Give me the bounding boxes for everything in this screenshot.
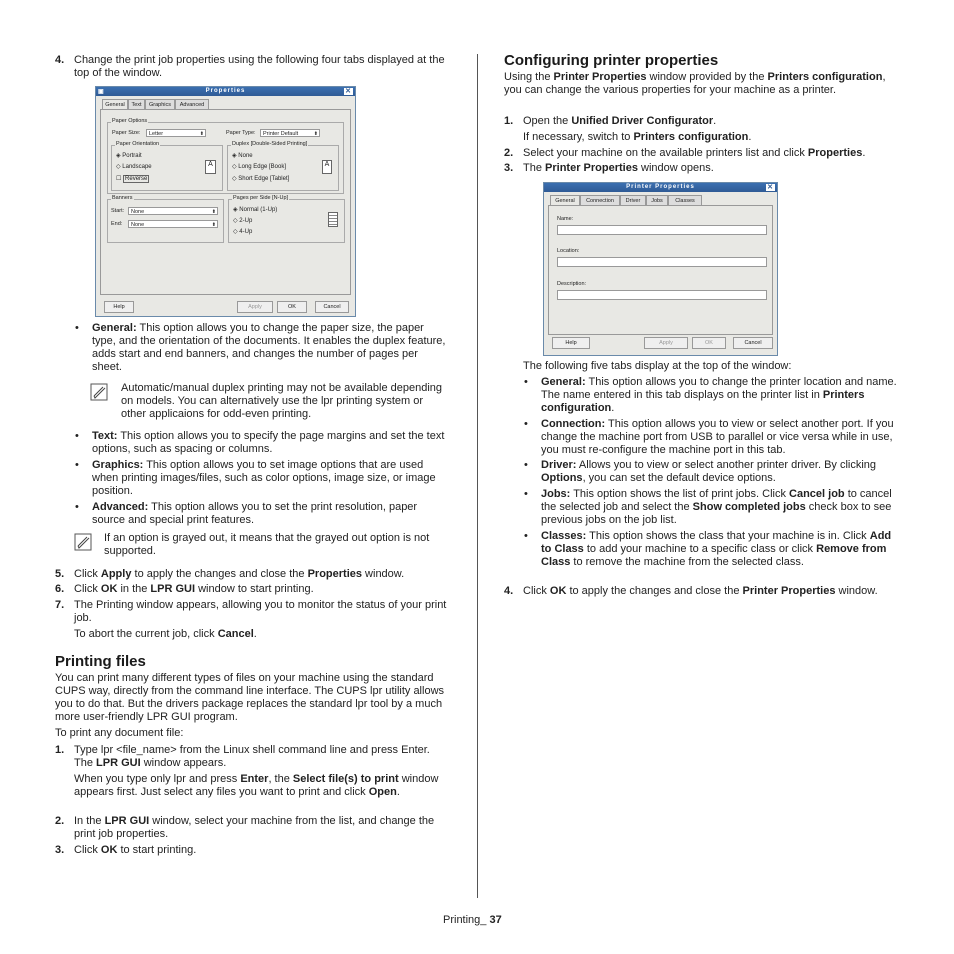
note-icon xyxy=(90,383,108,401)
bullet-general-right: • General: This option allows you to change the printer location and name. The name entered in this tab displays on the printer list in Printers configuration. xyxy=(524,376,897,414)
right-step-3: 3. The Printer Properties window opens. xyxy=(504,162,714,174)
bullet-advanced: • Advanced: This option allows you to set the print resolution, paper source and special print features. xyxy=(75,501,418,526)
pf-step-1-detail: When you type only lpr and press Enter, the Select file(s) to print window appears first. Just select any files you want to print and click Open. xyxy=(74,773,439,798)
right-step-2: 2. Select your machine on the available printers list and click Properties. xyxy=(504,147,866,159)
cancel-button[interactable]: Cancel xyxy=(733,337,773,349)
configuring-printer-heading: Configuring printer properties xyxy=(504,52,719,69)
bullet-general: • General: This option allows you to change the paper size, the paper type, and the orientation of the documents. It enables the duplex feature, adds start and end banners, and changes the number of pages per sheet. xyxy=(75,322,446,373)
combo-arrow-icon: ⬍ xyxy=(211,209,216,215)
right-step-1: 1. Open the Unified Driver Configurator. xyxy=(504,115,717,127)
ok-button[interactable]: OK xyxy=(692,337,726,349)
short-edge-radio[interactable]: ◇ Short Edge [Tablet] xyxy=(232,176,290,182)
tab-jobs[interactable]: Jobs xyxy=(646,195,668,206)
combo-arrow-icon: ⬍ xyxy=(313,131,318,137)
column-divider xyxy=(477,54,478,898)
printing-files-heading: Printing files xyxy=(55,653,146,670)
five-tabs-text: The following five tabs display at the top of the window: xyxy=(523,360,792,372)
tab-driver[interactable]: Driver xyxy=(620,195,646,206)
abort-instruction: To abort the current job, click Cancel. xyxy=(74,628,257,640)
note-grayed: If an option is grayed out, it means that the grayed out option is not supported. xyxy=(104,532,430,557)
tab-panel xyxy=(100,109,351,295)
apply-button[interactable]: Apply xyxy=(237,301,273,313)
tab-graphics[interactable]: Graphics xyxy=(145,99,175,110)
close-icon[interactable]: ✕ xyxy=(345,88,352,95)
cancel-button[interactable]: Cancel xyxy=(315,301,349,313)
reverse-checkbox[interactable]: ☐ Reverse xyxy=(116,176,148,182)
paper-orientation-group: Paper Orientation ◈ Portrait ◇ Landscape ☐ Reverse A xyxy=(111,145,223,191)
banner-start-select[interactable]: None ⬍ xyxy=(128,207,218,215)
right-step-4: 4. Click OK to apply the changes and close the Printer Properties window. xyxy=(504,585,878,597)
help-button[interactable]: Help xyxy=(104,301,134,313)
step-4: 4. Change the print job properties using the following four tabs displayed at the top of the window. xyxy=(55,54,445,79)
dialog-title-bar: Printer Properties ✕ xyxy=(544,183,777,192)
page-footer: Printing_ 37 xyxy=(443,914,502,926)
banners-group: Banners Start: None ⬍ End: None ⬍ xyxy=(107,199,224,243)
tab-classes[interactable]: Classes xyxy=(668,195,702,206)
ok-button[interactable]: OK xyxy=(277,301,307,313)
printing-files-paragraph: You can print many different types of files on your machine using the standard CUPS way, directly from the command line interface. The CUPS lpr utility allows you to do that. But the drivers package replaces the standard lpr tool by a much more user-friendly LPR GUI program. xyxy=(55,672,445,723)
to-print-text: To print any document file: xyxy=(55,727,184,739)
long-edge-radio[interactable]: ◇ Long Edge [Book] xyxy=(232,164,286,170)
tab-general[interactable]: General xyxy=(102,99,128,111)
paper-type-select[interactable]: Printer Default ⬍ xyxy=(260,129,320,137)
paper-size-select[interactable]: Letter ⬍ xyxy=(146,129,206,137)
pages-per-side-group: Pages per Side [N-Up] ◈ Normal (1-Up) ◇ 2-Up ◇ 4-Up xyxy=(228,199,345,243)
duplex-preview-icon: A xyxy=(322,160,332,174)
configuring-intro: Using the Printer Properties window provided by the Printers configuration, you can change the various properties for your machine as a printer. xyxy=(504,71,886,96)
duplex-group: Duplex [Double-Sided Printing] ◈ None ◇ Long Edge [Book] ◇ Short Edge [Tablet] A xyxy=(227,145,339,191)
2up-radio[interactable]: ◇ 2-Up xyxy=(233,218,253,224)
printer-properties-dialog xyxy=(543,182,778,356)
tab-connection[interactable]: Connection xyxy=(580,195,620,206)
step-7: 7. The Printing window appears, allowing you to monitor the status of your print job. xyxy=(55,599,447,624)
properties-dialog xyxy=(95,86,356,317)
tab-text[interactable]: Text xyxy=(128,99,145,110)
close-icon[interactable]: ✕ xyxy=(767,184,774,191)
pf-step-3: 3. Click OK to start printing. xyxy=(55,844,197,856)
tab-advanced[interactable]: Advanced xyxy=(175,99,209,110)
bullet-text: • Text: This option allows you to specify the page margins and set the text options, such as spacing or columns. xyxy=(75,430,445,455)
nup-preview-icon xyxy=(328,212,338,227)
banner-end-select[interactable]: None ⬍ xyxy=(128,220,218,228)
location-field[interactable] xyxy=(557,257,767,267)
normal-1up-radio[interactable]: ◈ Normal (1-Up) xyxy=(233,207,278,213)
help-button[interactable]: Help xyxy=(552,337,590,349)
landscape-radio[interactable]: ◇ Landscape xyxy=(116,164,152,170)
note-icon xyxy=(74,533,92,551)
combo-arrow-icon: ⬍ xyxy=(199,131,204,137)
description-field[interactable] xyxy=(557,290,767,300)
right-step-1-detail: If necessary, switch to Printers configuration. xyxy=(523,131,752,143)
pf-step-1: 1. Type lpr <file_name> from the Linux shell command line and press Enter. The LPR GUI window appears. xyxy=(55,744,430,769)
4up-radio[interactable]: ◇ 4-Up xyxy=(233,229,253,235)
note-duplex: Automatic/manual duplex printing may not be available depending on models. You can alternatively use the lpr printing system or other applicaions for odd-even printing. xyxy=(121,382,443,420)
portrait-radio[interactable]: ◈ Portrait xyxy=(116,153,142,159)
dialog-title-bar: ▣ Properties ✕ xyxy=(96,87,355,96)
paper-options-group: Paper Options Paper Size: Letter ⬍ Paper Type: Printer Default ⬍ Paper Orientation ◈ Portrait ◇ Landscape ☐ Reverse A Duplex [Double-Sided Printing] ◈ None ◇ Long Edge [Book] ◇ Short Edge [Tablet] A xyxy=(107,122,344,194)
name-field[interactable] xyxy=(557,225,767,235)
duplex-none-radio[interactable]: ◈ None xyxy=(232,153,253,159)
bullet-graphics: • Graphics: This option allows you to set image options that are used when printing images/files, such as color options, image size, or image position. xyxy=(75,459,436,497)
step-6: 6. Click OK in the LPR GUI window to start printing. xyxy=(55,583,314,595)
tab-general[interactable]: General xyxy=(550,195,580,207)
window-menu-icon[interactable]: ▣ xyxy=(98,89,105,95)
apply-button[interactable]: Apply xyxy=(644,337,688,349)
step-5: 5. Click Apply to apply the changes and close the Properties window. xyxy=(55,568,405,580)
tab-panel: Name: Location: Description: xyxy=(548,205,773,335)
bullet-driver: • Driver: Allows you to view or select another printer driver. By clicking Options, you can set the default device options. xyxy=(524,459,877,484)
combo-arrow-icon: ⬍ xyxy=(211,222,216,228)
pf-step-2: 2. In the LPR GUI window, select your machine from the list, and change the print job properties. xyxy=(55,815,435,840)
orientation-preview-icon: A xyxy=(205,160,216,174)
bullet-jobs: • Jobs: This option shows the list of print jobs. Click Cancel job to cancel the selected job and select the Show completed jobs check box to see previous jobs on the job list. xyxy=(524,488,892,526)
bullet-classes: • Classes: This option shows the class that your machine is in. Click Add to Class to add your machine to a specific class or click Remove from Class to remove the machine from the selected class. xyxy=(524,530,892,568)
bullet-connection: • Connection: This option allows you to view or select another port. If you change the machine port from USB to parallel or vice versa while in use, you must re-configure the machine port in this tab. xyxy=(524,418,894,456)
